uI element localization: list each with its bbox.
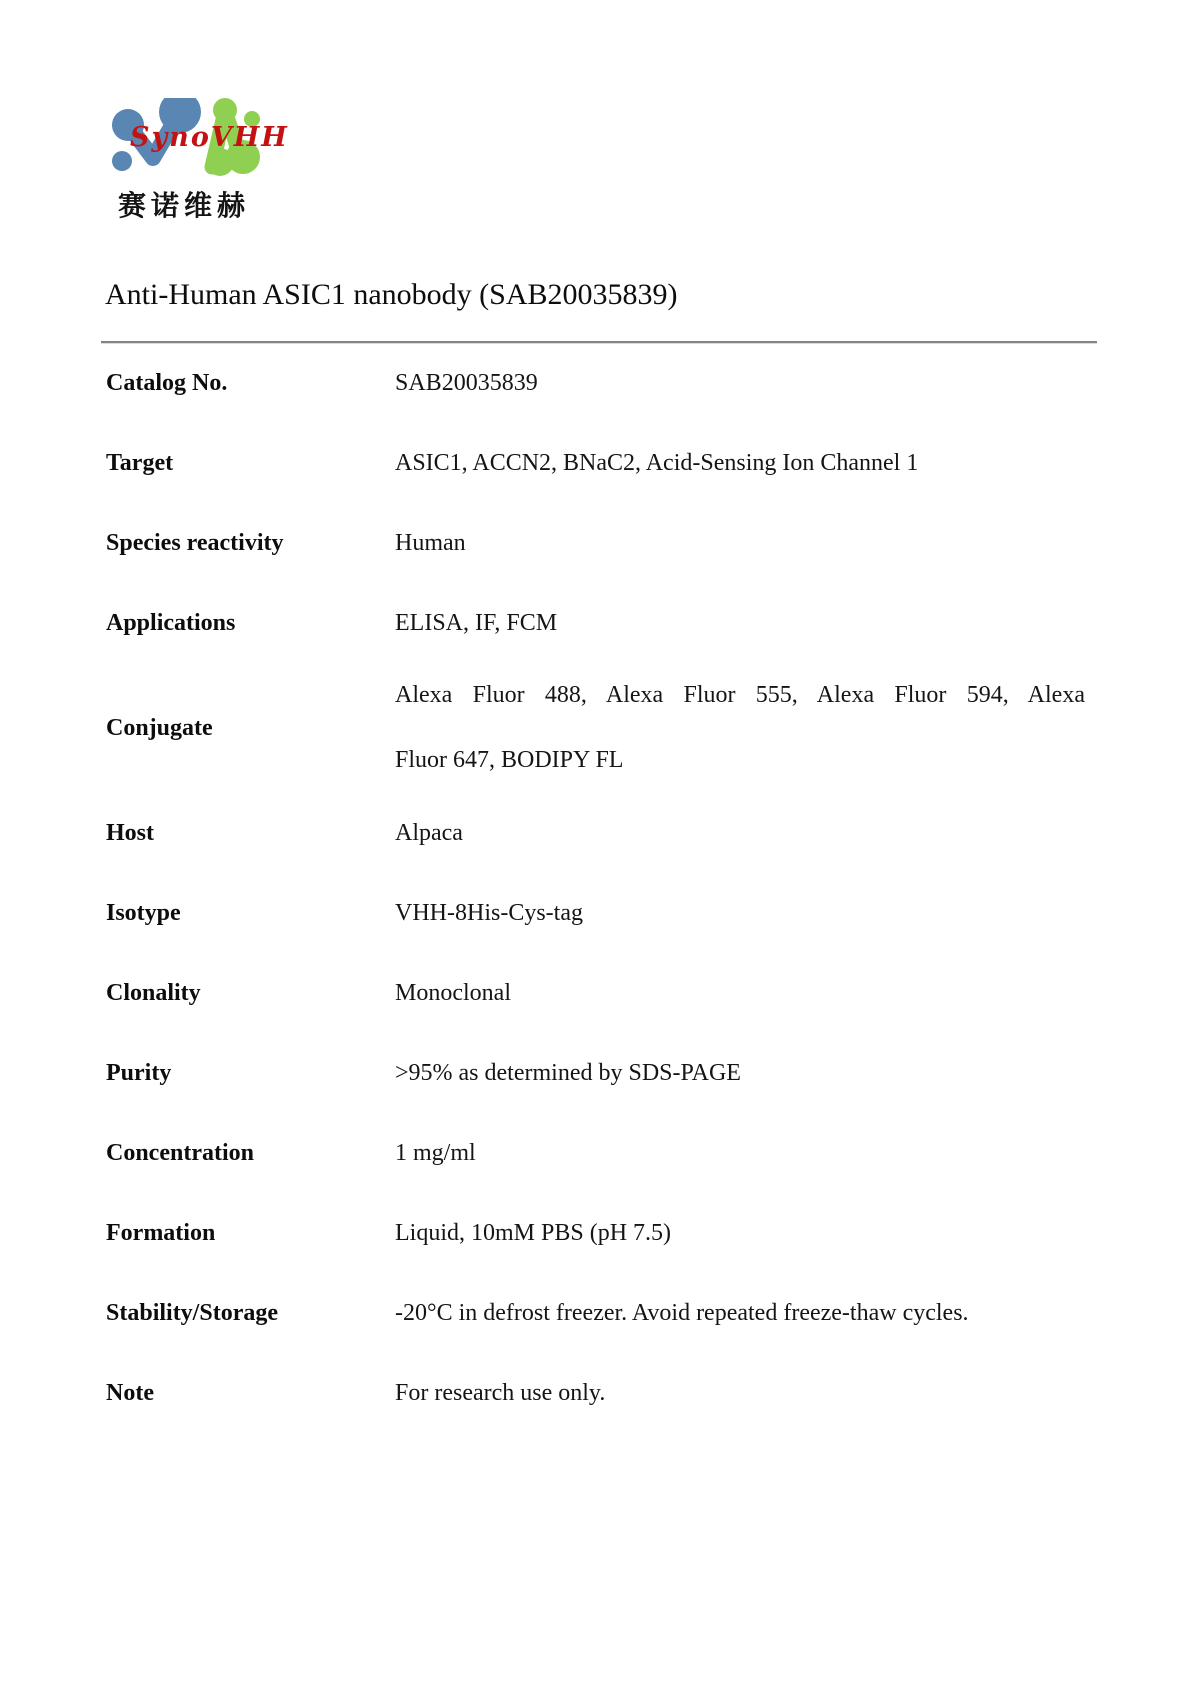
row-value: Liquid, 10mM PBS (pH 7.5) xyxy=(395,1220,672,1246)
table-row-purity xyxy=(106,1033,1086,1113)
row-value: Monoclonal xyxy=(395,980,511,1006)
table-row-clonality xyxy=(106,953,1086,1033)
table-row-concentration xyxy=(106,1113,1086,1193)
row-value-line-1: Alexa Fluor 488, Alexa Fluor 555, Alexa Fluor 594, Alexa xyxy=(395,682,1085,708)
page-title: Anti-Human ASIC1 nanobody (SAB20035839) xyxy=(105,278,678,311)
table-row-target xyxy=(106,423,1086,503)
row-label: Species reactivity xyxy=(106,530,284,556)
table-row-host xyxy=(106,793,1086,873)
row-value: SAB20035839 xyxy=(395,370,538,396)
row-value: ASIC1, ACCN2, BNaC2, Acid-Sensing Ion Channel 1 xyxy=(395,450,919,476)
row-label: Catalog No. xyxy=(106,370,228,396)
row-label: Applications xyxy=(106,610,236,636)
table-row-conjugate xyxy=(106,663,1086,793)
row-value: 1 mg/ml xyxy=(395,1140,476,1166)
row-value xyxy=(395,663,1085,793)
row-value: For research use only. xyxy=(395,1380,606,1406)
row-value: ELISA, IF, FCM xyxy=(395,610,558,636)
row-label: Isotype xyxy=(106,900,181,926)
table-row-stability-storage xyxy=(106,1273,1086,1353)
table-row-note xyxy=(106,1353,1086,1433)
row-label: Stability/Storage xyxy=(106,1300,278,1326)
row-label: Concentration xyxy=(106,1140,254,1166)
table-row-applications xyxy=(106,583,1086,663)
row-label: Host xyxy=(106,820,154,846)
company-logo xyxy=(106,96,326,226)
row-value: -20°C in defrost freezer. Avoid repeated freeze-thaw cycles. xyxy=(395,1300,969,1326)
table-row-isotype xyxy=(106,873,1086,953)
row-value: Human xyxy=(395,530,466,556)
row-value: VHH-8His-Cys-tag xyxy=(395,900,583,926)
brand-name: SynoVHH xyxy=(130,122,289,153)
row-label: Clonality xyxy=(106,980,201,1006)
row-label: Conjugate xyxy=(106,715,213,741)
row-value: Alpaca xyxy=(395,820,463,846)
table-row-formation xyxy=(106,1193,1086,1273)
product-spec-table xyxy=(106,343,1086,1433)
table-row-catalog xyxy=(106,343,1086,423)
row-value-line-2: Fluor 647, BODIPY FL xyxy=(395,747,624,773)
row-label: Target xyxy=(106,450,174,476)
row-label: Formation xyxy=(106,1220,216,1246)
row-value: >95% as determined by SDS-PAGE xyxy=(395,1060,741,1086)
table-row-species-reactivity xyxy=(106,503,1086,583)
row-label: Purity xyxy=(106,1060,172,1086)
brand-name-chinese: 赛诺维赫 xyxy=(118,190,251,221)
row-label: Note xyxy=(106,1380,154,1406)
